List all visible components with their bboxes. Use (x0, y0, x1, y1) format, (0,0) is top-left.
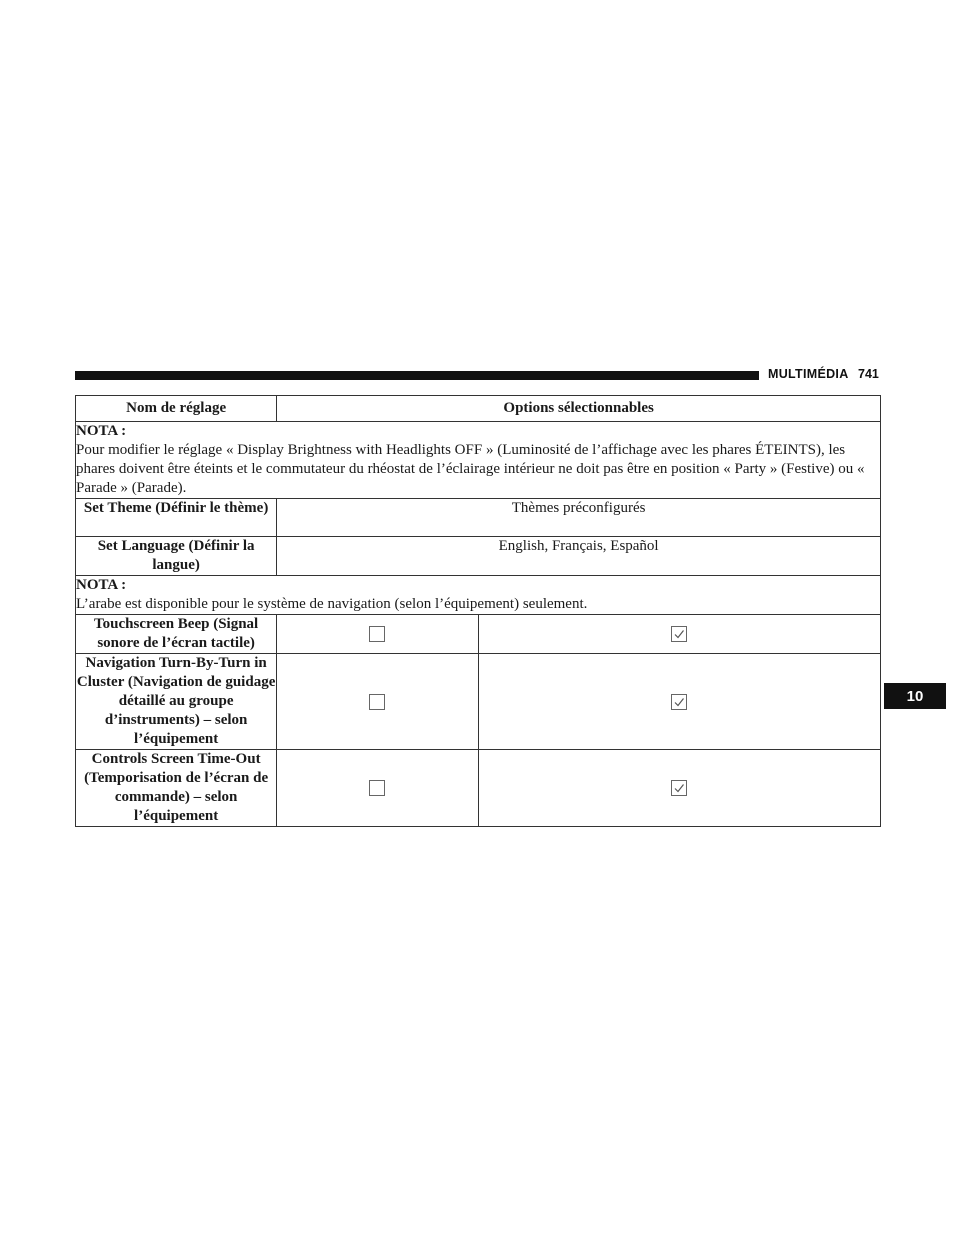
setting-name: Touchscreen Beep (Signal sonore de l’écran tactile) (76, 615, 277, 654)
note-text: Pour modifier le réglage « Display Brightness with Headlights OFF » (Luminosité de l’affichage avec les phares ÉTEINTS), les phares doivent être éteints et le commutateur du rhéostat de l’éclairage intérieur ne doit pas être en position « Party » (Festive) ou « Parade » (Parade). (76, 442, 865, 496)
checkbox-checked-icon (671, 780, 687, 796)
checkbox-unchecked-icon (369, 626, 385, 642)
table-row (76, 499, 881, 537)
settings-table (75, 395, 881, 827)
checkbox-unchecked-icon (369, 694, 385, 710)
note-row (76, 422, 881, 499)
table-row (76, 537, 881, 576)
setting-name: Set Theme (Définir le thème) (76, 499, 277, 537)
checkbox-unchecked-icon (369, 780, 385, 796)
setting-name: Set Language (Définir la langue) (76, 537, 277, 576)
setting-name: Controls Screen Time-Out (Temporisation de l’écran de commande) – selon l’équipement (76, 750, 277, 827)
setting-value: English, Français, Español (277, 537, 881, 576)
checkbox-checked-icon (671, 626, 687, 642)
chapter-tab: 10 (884, 683, 946, 709)
section-title: MULTIMÉDIA (768, 367, 849, 381)
note-label: NOTA : (76, 423, 127, 439)
note-text: L’arabe est disponible pour le système de navigation (selon l’équipement) seulement. (76, 596, 588, 612)
table-header-row (76, 396, 881, 422)
table-row (76, 750, 881, 827)
note-row (76, 576, 881, 615)
header-rule (75, 371, 759, 380)
table-row (76, 654, 881, 750)
table-row (76, 615, 881, 654)
page-number: 741 (858, 367, 879, 381)
column-header-name: Nom de réglage (76, 396, 277, 422)
checkbox-checked-icon (671, 694, 687, 710)
column-header-options: Options sélectionnables (277, 396, 881, 422)
setting-value: Thèmes préconfigurés (277, 499, 881, 537)
note-label: NOTA : (76, 577, 127, 593)
setting-name: Navigation Turn-By-Turn in Cluster (Navigation de guidage détaillé au groupe d’instruments) – selon l’équipement (76, 654, 277, 750)
